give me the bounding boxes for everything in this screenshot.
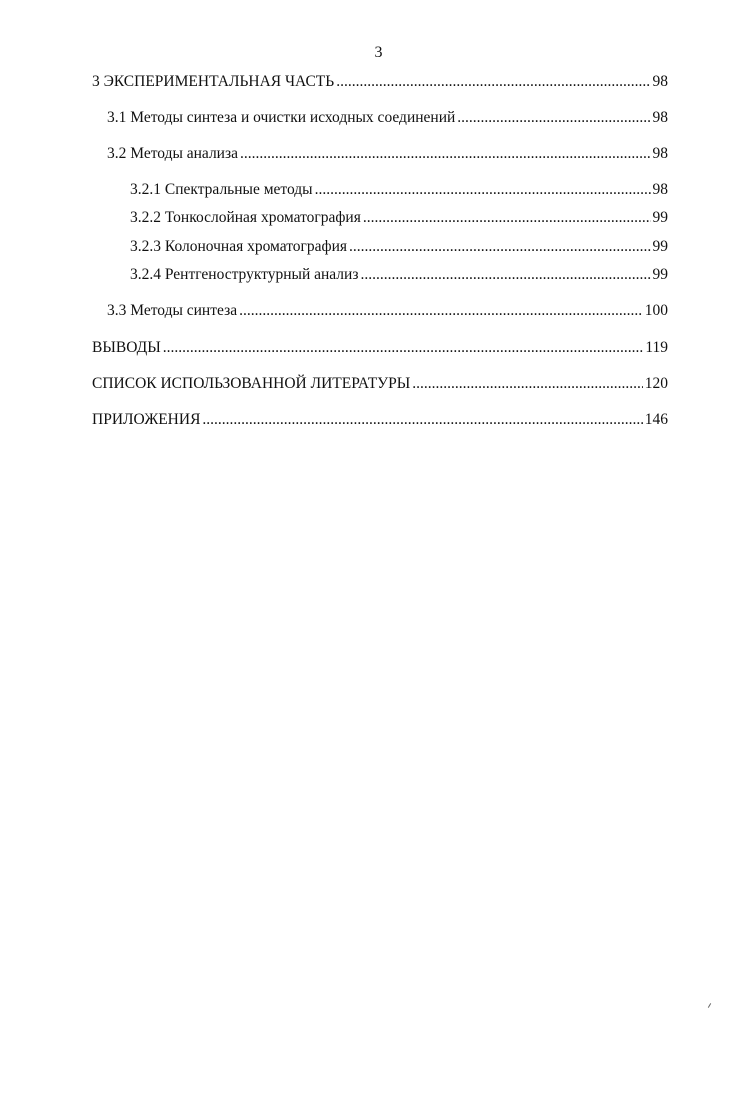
toc-dot-leader xyxy=(363,208,651,228)
toc-entry-column-chromatography xyxy=(130,237,668,257)
toc-entry-page: 100 xyxy=(644,302,668,319)
toc-entry-references xyxy=(92,374,668,394)
toc-dot-leader xyxy=(457,108,650,128)
toc-entry-synthesis-methods xyxy=(107,301,668,321)
toc-entry-conclusions xyxy=(92,338,668,358)
toc-entry-title: 3.2.1 Спектральные методы xyxy=(130,181,313,198)
toc-entry-title: 3.2.3 Колоночная хроматография xyxy=(130,238,347,255)
toc-entry-title: 3.1 Методы синтеза и очистки исходных соединений xyxy=(107,109,456,126)
toc-entry-title: 3.2 Методы анализа xyxy=(107,145,238,162)
toc-entry-page: 120 xyxy=(644,375,668,392)
toc-entry-experimental-part xyxy=(92,72,668,92)
toc-dot-leader xyxy=(315,180,651,200)
toc-entry-title: 3.2.4 Рентгеноструктурный анализ xyxy=(130,266,359,283)
toc-entry-page: 146 xyxy=(644,411,668,428)
toc-dot-leader xyxy=(163,338,644,358)
page-number: 3 xyxy=(374,44,383,61)
toc-entry-page: 98 xyxy=(652,181,668,198)
toc-dot-leader xyxy=(239,301,643,321)
toc-entry-title: ПРИЛОЖЕНИЯ xyxy=(92,411,201,428)
toc-dot-leader xyxy=(202,410,642,430)
toc-entry-title: СПИСОК ИСПОЛЬЗОВАННОЙ ЛИТЕРАТУРЫ xyxy=(92,375,411,392)
toc-entry-analysis-methods xyxy=(107,144,668,164)
toc-entry-page: 98 xyxy=(652,109,668,126)
toc-entry-thin-layer-chromatography xyxy=(130,208,668,228)
toc-entry-title: ВЫВОДЫ xyxy=(92,339,161,356)
toc-entry-page: 98 xyxy=(652,145,668,162)
toc-entry-synthesis-purification xyxy=(107,108,668,128)
toc-entry-page: 99 xyxy=(652,238,668,255)
toc-entry-appendices xyxy=(92,410,668,430)
toc-entry-title: 3.2.2 Тонкослойная хроматография xyxy=(130,209,361,226)
toc-entry-page: 99 xyxy=(652,266,668,283)
toc-dot-leader xyxy=(240,144,651,164)
toc-dot-leader xyxy=(336,72,650,92)
toc-entry-page: 119 xyxy=(645,339,668,356)
toc-entry-page: 99 xyxy=(652,209,668,226)
toc-entry-x-ray-analysis xyxy=(130,265,668,285)
toc-dot-leader xyxy=(349,237,651,257)
toc-dot-leader xyxy=(412,374,642,394)
scan-artifact-mark xyxy=(708,1003,711,1008)
toc-entry-page: 98 xyxy=(652,73,668,90)
toc-dot-leader xyxy=(360,265,650,285)
toc-entry-title: 3.3 Методы синтеза xyxy=(107,302,238,319)
toc-entry-title: 3 ЭКСПЕРИМЕНТАЛЬНАЯ ЧАСТЬ xyxy=(92,73,335,90)
toc-entry-spectral-methods xyxy=(130,180,668,200)
